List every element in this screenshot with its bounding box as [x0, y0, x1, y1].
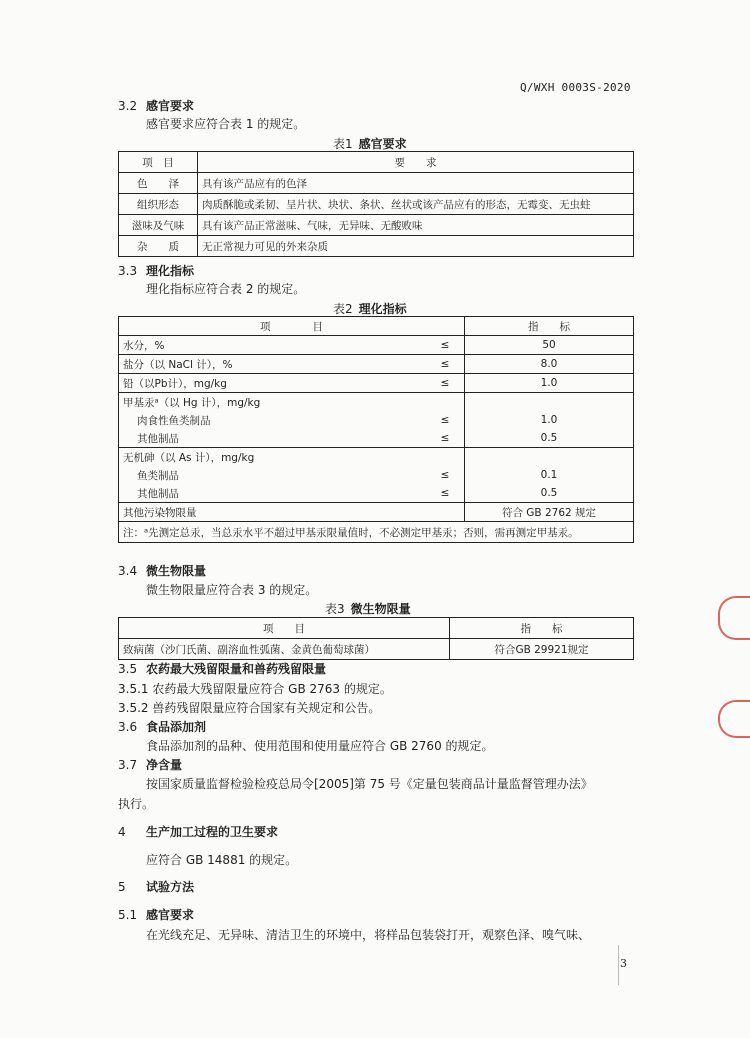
- table-1-sensory: [118, 151, 634, 257]
- table-row: [119, 466, 634, 484]
- table-cell: 1.0: [465, 411, 634, 429]
- table-header-cell: 要 求: [198, 152, 634, 173]
- section-3-2-text: 感官要求应符合表 1 的规定。: [146, 117, 306, 131]
- table-cell: 组织形态: [119, 194, 198, 215]
- table-cell: 其他制品: [119, 429, 427, 448]
- table1-caption: 表1 感官要求: [333, 137, 407, 151]
- table-cell: 滋味及气味: [119, 215, 198, 236]
- table-cell: 8.0: [465, 355, 634, 374]
- table-cell: 50: [465, 336, 634, 355]
- table-cell: 符合GB 29921规定: [450, 639, 634, 660]
- table-row: [119, 194, 634, 215]
- table-cell: 甲基汞ᵃ（以 Hg 计），mg/kg: [119, 393, 465, 412]
- section-5-1-heading: 5.1 感官要求: [118, 908, 195, 922]
- section-3-7-text-line2: 执行。: [118, 797, 155, 811]
- table-header-row: [119, 317, 634, 336]
- section-3-3-heading: 3.3 理化指标: [118, 264, 195, 278]
- table-row: [119, 484, 634, 503]
- table-cell: 致病菌（沙门氏菌、副溶血性弧菌、金黄色葡萄球菌）: [119, 639, 450, 660]
- table-row: [119, 336, 634, 355]
- section-3-5-1-text: 3.5.1 农药最大残留限量应符合 GB 2763 的规定。: [118, 682, 392, 696]
- table-cell: 色 泽: [119, 173, 198, 194]
- section-3-5-2-text: 3.5.2 兽药残留限量应符合国家有关规定和公告。: [118, 701, 381, 715]
- table-row: [119, 429, 634, 448]
- table-cell: 无正常视力可见的外来杂质: [198, 236, 634, 257]
- table-cell: 盐分（以 NaCl 计），%: [119, 355, 427, 374]
- page-number: 3: [620, 957, 627, 970]
- table-header-cell: 项 目: [119, 317, 465, 336]
- table-row: [119, 236, 634, 257]
- table-cell: 其他污染物限量: [119, 503, 465, 522]
- table-header-row: [119, 152, 634, 173]
- table-row: [119, 393, 634, 412]
- leq-symbol: ≤: [426, 336, 465, 355]
- table-2-physicochemical: [118, 316, 634, 543]
- table-cell: 水分，%: [119, 336, 427, 355]
- table-row: [119, 355, 634, 374]
- table-note-row: [119, 522, 634, 543]
- table2-caption: 表2 理化指标: [333, 302, 407, 316]
- section-3-6-text: 食品添加剂的品种、使用范围和使用量应符合 GB 2760 的规定。: [146, 739, 494, 753]
- table-cell: 杂 质: [119, 236, 198, 257]
- document-code: Q/WXH 0003S-2020: [520, 81, 631, 94]
- section-4-heading: 4 生产加工过程的卫生要求: [118, 825, 279, 839]
- leq-symbol: ≤: [426, 411, 465, 429]
- table-row: [119, 173, 634, 194]
- table-row: [119, 374, 634, 393]
- section-3-6-heading: 3.6 食品添加剂: [118, 720, 207, 734]
- table-cell: 0.1: [465, 466, 634, 484]
- table-cell: 符合 GB 2762 规定: [465, 503, 634, 522]
- table-cell: 0.5: [465, 429, 634, 448]
- section-5-1-text: 在光线充足、无异味、清洁卫生的环境中，将样品包装袋打开，观察色泽、嗅气味、: [146, 928, 591, 942]
- table-row: [119, 639, 634, 660]
- table-header-cell: 项 目: [119, 152, 198, 173]
- leq-symbol: ≤: [426, 466, 465, 484]
- table-header-cell: 项 目: [119, 618, 450, 639]
- leq-symbol: ≤: [426, 484, 465, 503]
- table-row: [119, 503, 634, 522]
- leq-symbol: ≤: [426, 429, 465, 448]
- section-3-7-text-line1: 按国家质量监督检验检疫总局令[2005]第 75 号《定量包装商品计量监督管理办法》: [146, 777, 593, 791]
- table-row: [119, 215, 634, 236]
- table-row: [119, 448, 634, 467]
- table3-caption: 表3 微生物限量: [325, 602, 411, 616]
- section-3-4-text: 微生物限量应符合表 3 的规定。: [146, 583, 318, 597]
- table-cell: 1.0: [465, 374, 634, 393]
- section-3-5-heading: 3.5 农药最大残留限量和兽药残留限量: [118, 662, 327, 676]
- table-cell: 其他制品: [119, 484, 427, 503]
- section-3-2-heading: 3.2 感官要求: [118, 99, 195, 113]
- table-header-cell: 指 标: [465, 317, 634, 336]
- table-cell: 肉食性鱼类制品: [119, 411, 427, 429]
- leq-symbol: ≤: [426, 355, 465, 374]
- section-3-4-heading: 3.4 微生物限量: [118, 564, 207, 578]
- section-3-7-heading: 3.7 净含量: [118, 758, 183, 772]
- section-4-text: 应符合 GB 14881 的规定。: [146, 853, 298, 867]
- table-3-microbial: [118, 617, 634, 660]
- table-cell: 铅（以Pb计），mg/kg: [119, 374, 427, 393]
- table-header-row: [119, 618, 634, 639]
- seal-stamp-fragment: [718, 700, 750, 738]
- table-cell: 具有该产品应有的色泽: [198, 173, 634, 194]
- table-cell: 0.5: [465, 484, 634, 503]
- table-header-cell: 指 标: [450, 618, 634, 639]
- table-note: 注：ᵃ先测定总汞，当总汞水平不超过甲基汞限量值时，不必测定甲基汞；否则，需再测定甲基汞。: [119, 522, 634, 543]
- table-cell: 具有该产品正常滋味、气味，无异味、无酸败味: [198, 215, 634, 236]
- table-cell: 肉质酥脆或柔韧、呈片状、块状、条状、丝状或该产品应有的形态，无霉变、无虫蛀: [198, 194, 634, 215]
- table-row: [119, 411, 634, 429]
- seal-stamp-fragment: [718, 596, 750, 640]
- leq-symbol: ≤: [426, 374, 465, 393]
- margin-line: [618, 945, 619, 985]
- table-cell: 无机砷（以 As 计），mg/kg: [119, 448, 465, 467]
- table-cell: 鱼类制品: [119, 466, 427, 484]
- section-5-heading: 5 试验方法: [118, 880, 195, 894]
- section-3-3-text: 理化指标应符合表 2 的规定。: [146, 282, 306, 296]
